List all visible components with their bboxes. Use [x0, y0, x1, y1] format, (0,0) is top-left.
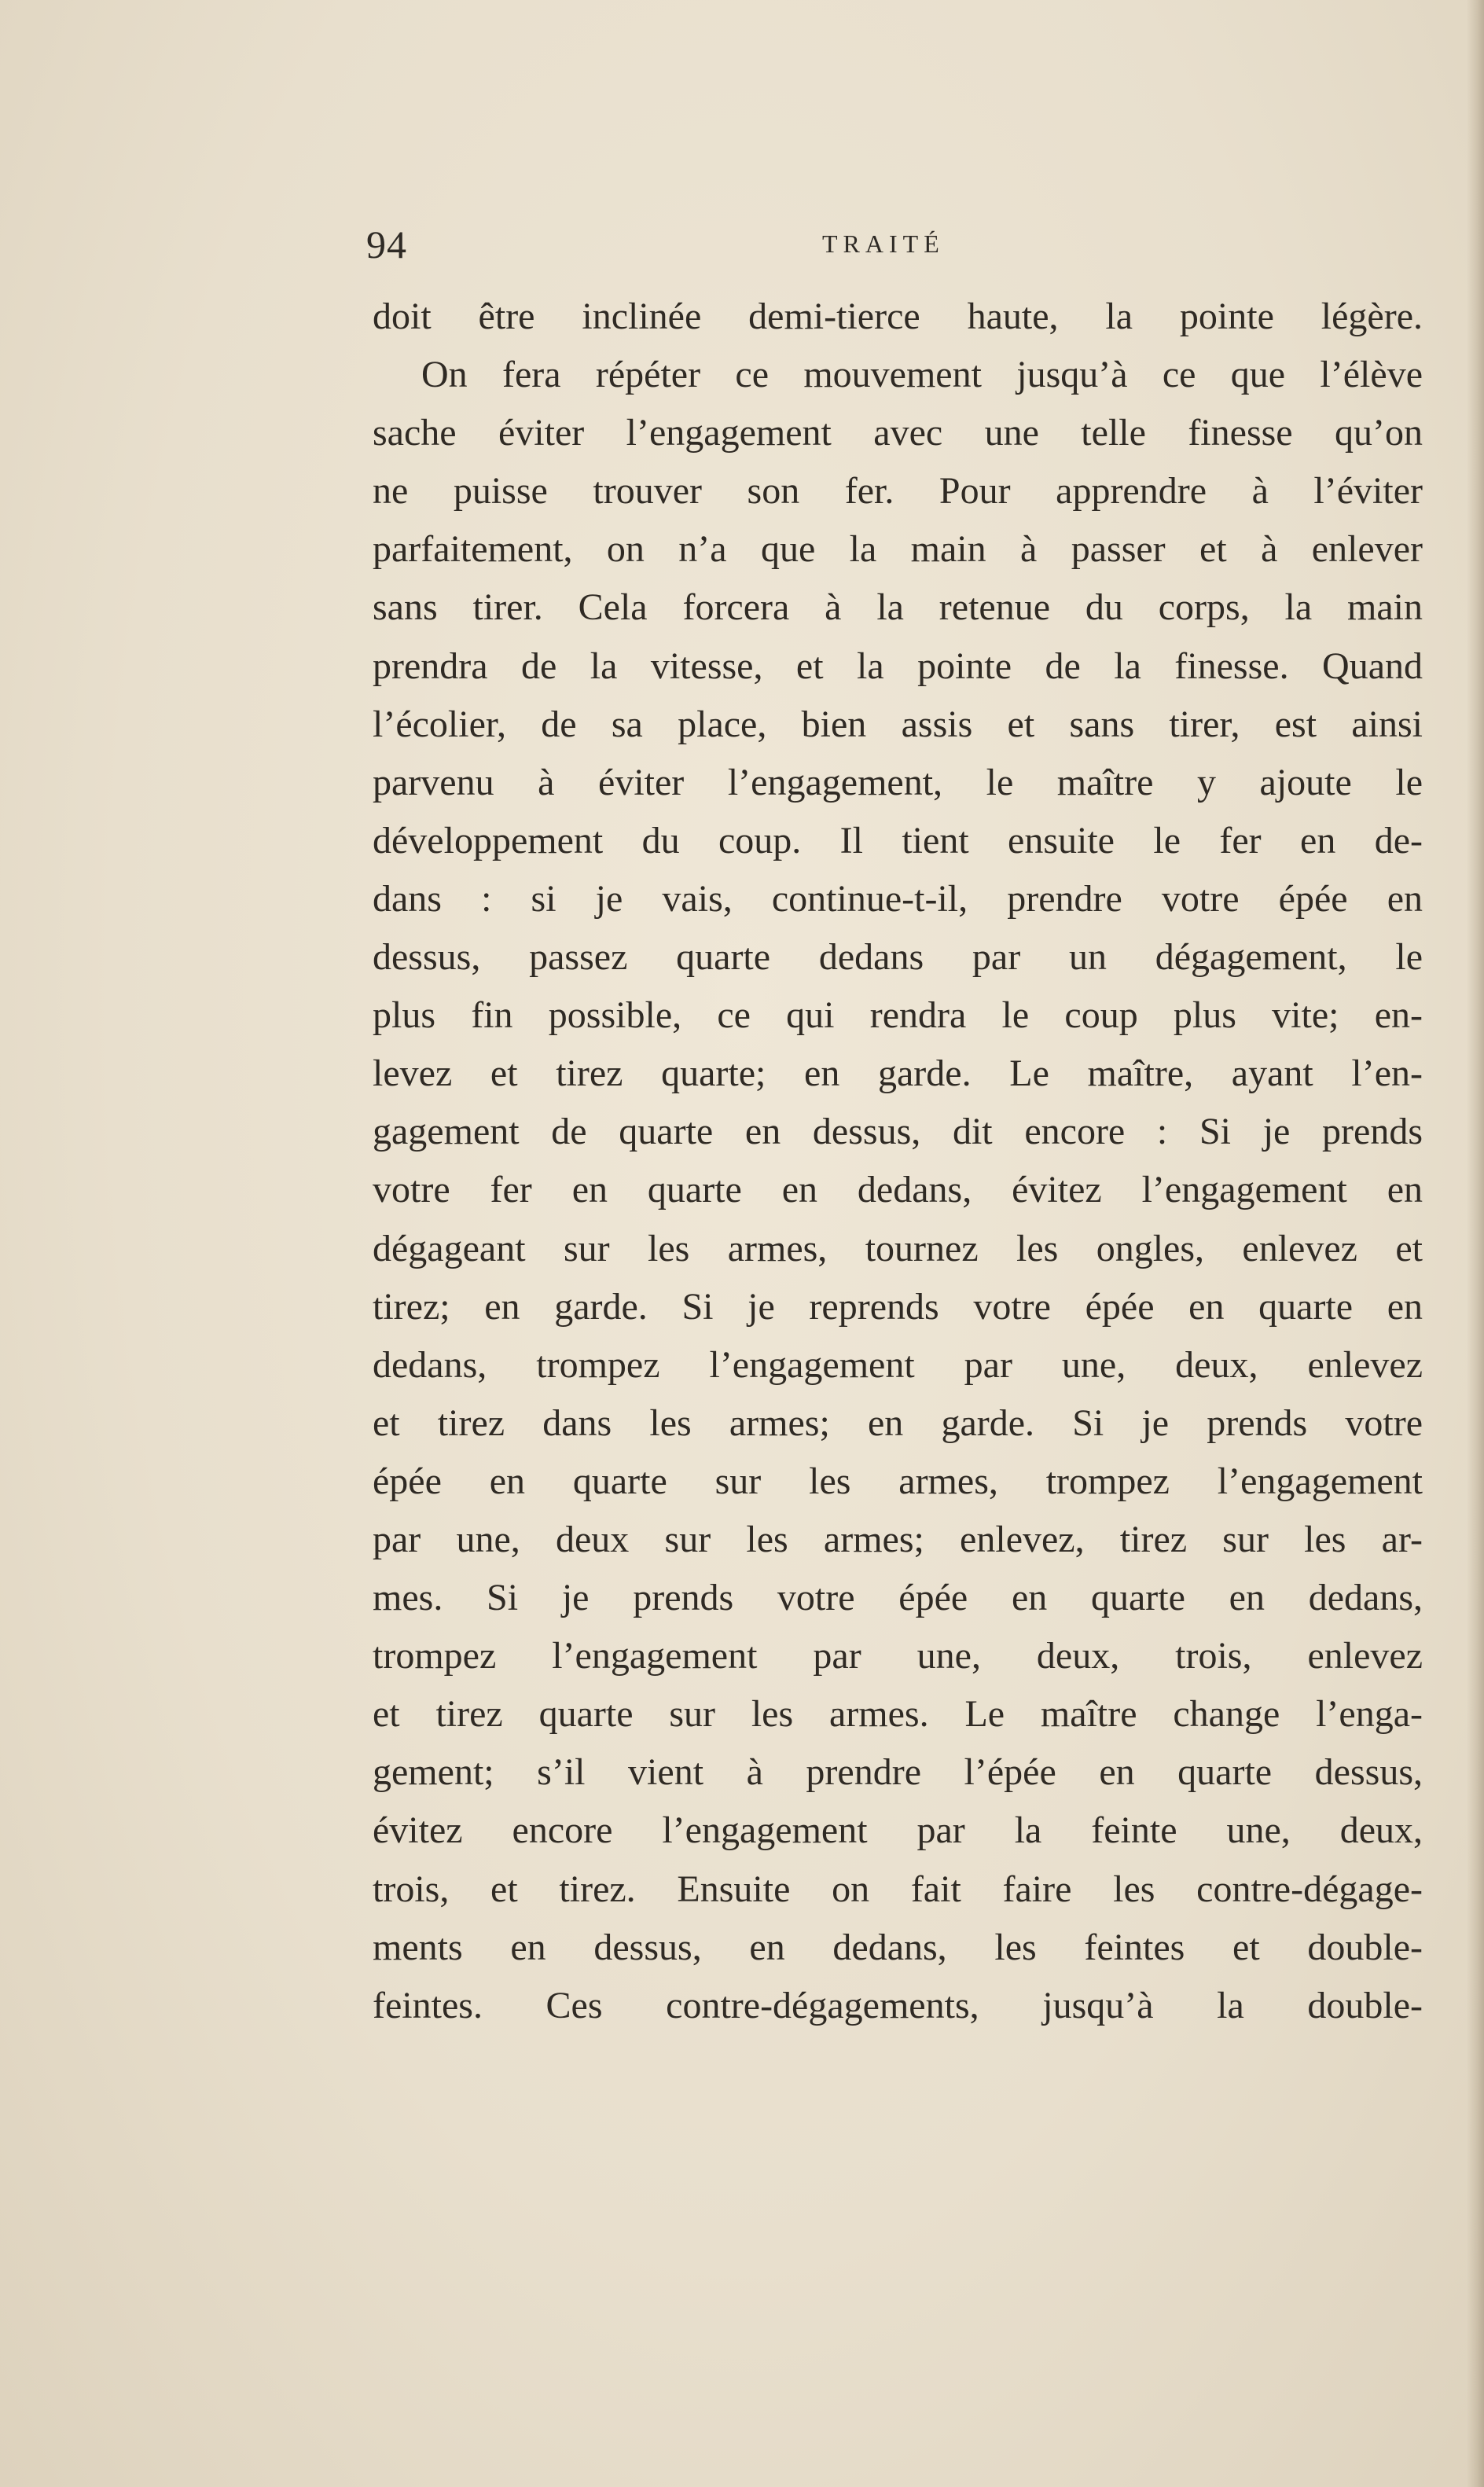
text-line: On fera répéter ce mouvement jusqu’à ce que l’élève — [421, 354, 1423, 396]
page-header — [366, 219, 972, 274]
text-line: dessus, passez quarte dedans par un dégagement, le — [373, 936, 1423, 979]
text-line: tirez; en garde. Si je reprends votre épée en quarte en — [373, 1285, 1423, 1328]
text-line: gement; s’il vient à prendre l’épée en quarte dessus, — [373, 1751, 1423, 1794]
text-line: trompez l’engagement par une, deux, trois, enlevez — [373, 1635, 1423, 1677]
text-line: feintes. Ces contre-dégagements, jusqu’à la double- — [373, 1984, 1423, 2026]
page-number: 94 — [366, 222, 407, 266]
text-line: levez et tirez quarte; en garde. Le maître, ayant l’en- — [373, 1052, 1423, 1095]
text-line: évitez encore l’engagement par la feinte une, deux, — [373, 1809, 1423, 1852]
running-head: TRAITÉ — [822, 230, 945, 258]
text-line: développement du coup. Il tient ensuite le fer en de- — [373, 819, 1423, 861]
page-edge-shadow — [1467, 0, 1484, 2487]
text-line: dégageant sur les armes, tournez les ongles, enlevez et — [373, 1227, 1423, 1269]
text-line: parfaitement, on n’a que la main à passer et à enlever — [373, 528, 1423, 571]
text-line: par une, deux sur les armes; enlevez, tirez sur les ar- — [373, 1518, 1423, 1560]
text-line: épée en quarte sur les armes, trompez l’engagement — [373, 1460, 1423, 1502]
text-line: votre fer en quarte en dedans, évitez l’engagement en — [373, 1169, 1423, 1211]
text-line: l’écolier, de sa place, bien assis et sans tirer, est ainsi — [373, 703, 1423, 745]
text-line: parvenu à éviter l’engagement, le maître y ajoute le — [373, 761, 1423, 803]
text-line: sache éviter l’engagement avec une telle finesse qu’on — [373, 412, 1423, 454]
body-text — [373, 288, 1423, 2035]
text-line: plus fin possible, ce qui rendra le coup plus vite; en- — [373, 994, 1423, 1037]
text-line: gagement de quarte en dessus, dit encore : Si je prends — [373, 1111, 1423, 1153]
text-line: ne puisse trouver son fer. Pour apprendre à l’éviter — [373, 470, 1423, 512]
text-line: sans tirer. Cela forcera à la retenue du corps, la main — [373, 586, 1423, 629]
text-line: dedans, trompez l’engagement par une, deux, enlevez — [373, 1343, 1423, 1386]
text-line: doit être inclinée demi-tierce haute, la pointe légère. — [373, 296, 1423, 337]
text-line: prendra de la vitesse, et la pointe de la finesse. Quand — [373, 645, 1423, 687]
text-line: et tirez quarte sur les armes. Le maître change l’enga- — [373, 1693, 1423, 1736]
text-line: trois, et tirez. Ensuite on fait faire les contre-dégage- — [373, 1868, 1423, 1910]
text-line: ments en dessus, en dedans, les feintes et double- — [373, 1926, 1423, 1968]
text-line: et tirez dans les armes; en garde. Si je prends votre — [373, 1401, 1423, 1444]
text-line: dans : si je vais, continue-t-il, prendre votre épée en — [373, 877, 1423, 920]
text-line: mes. Si je prends votre épée en quarte en dedans, — [373, 1577, 1423, 1619]
